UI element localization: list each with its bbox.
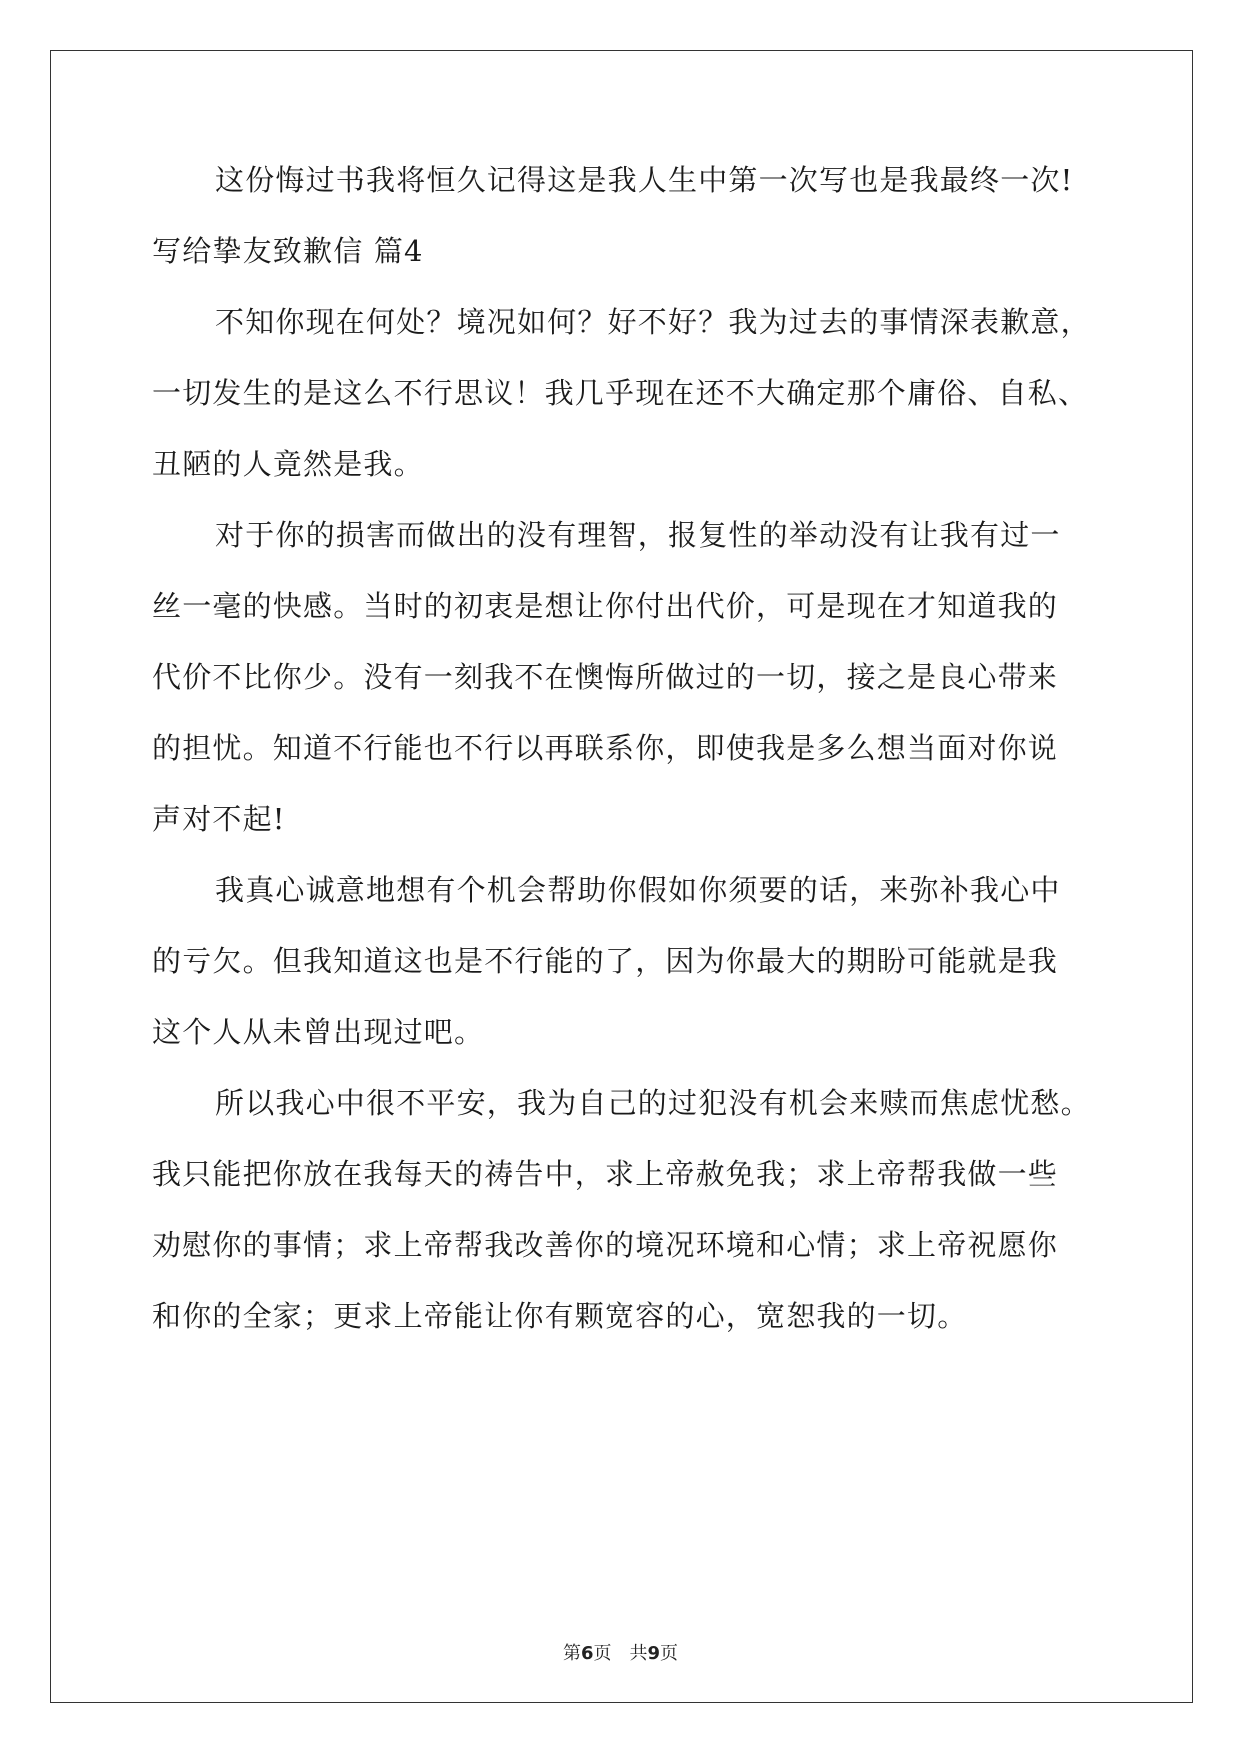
paragraph-line: 劝慰你的事情；求上帝帮我改善你的境况环境和心情；求上帝祝愿你: [152, 1228, 1059, 1262]
paragraph-line: 声对不起!: [152, 802, 286, 836]
paragraph-line: 丑陋的人竟然是我。: [152, 447, 424, 481]
paragraph-line: 所以我心中很不平安，我为自己的过犯没有机会来赎而焦虑忧愁。: [215, 1086, 1091, 1120]
footer-prefix: 第: [562, 1643, 581, 1664]
paragraph-line: 我只能把你放在我每天的祷告中，求上帝赦免我；求上帝帮我做一些: [152, 1157, 1059, 1191]
current-page-number: 6: [580, 1643, 594, 1664]
paragraph-line: 这个人从未曾出现过吧。: [152, 1015, 485, 1049]
paragraph-line: 一切发生的是这么不行思议！我几乎现在还不大确定那个庸俗、自私、: [152, 376, 1089, 410]
paragraph-line: 的亏欠。但我知道这也是不行能的了，因为你最大的期盼可能就是我: [152, 944, 1059, 978]
total-page-number: 9: [647, 1643, 661, 1664]
paragraph-line: 我真心诚意地想有个机会帮助你假如你须要的话，来弥补我心中: [215, 873, 1061, 907]
paragraph-line: 这份悔过书我将恒久记得这是我人生中第一次写也是我最终一次!: [215, 163, 1074, 197]
paragraph-line: 和你的全家；更求上帝能让你有颗宽容的心，宽恕我的一切。: [152, 1299, 968, 1333]
page-footer: [0, 1639, 1241, 1665]
section-heading: 写给挚友致歉信 篇4: [152, 234, 424, 268]
paragraph-line: 代价不比你少。没有一刻我不在懊悔所做过的一切，接之是良心带来: [152, 660, 1059, 694]
footer-suffix: 页: [660, 1643, 679, 1664]
paragraph-line: 的担忧。知道不行能也不行以再联系你，即使我是多么想当面对你说: [152, 731, 1059, 765]
paragraph-line: 丝一毫的快感。当时的初衷是想让你付出代价，可是现在才知道我的: [152, 589, 1059, 623]
footer-middle: 页 共: [593, 1643, 648, 1664]
paragraph-line: 对于你的损害而做出的没有理智，报复性的举动没有让我有过一: [215, 518, 1061, 552]
paragraph-line: 不知你现在何处？境况如何？好不好？我为过去的事情深表歉意，: [215, 305, 1091, 339]
